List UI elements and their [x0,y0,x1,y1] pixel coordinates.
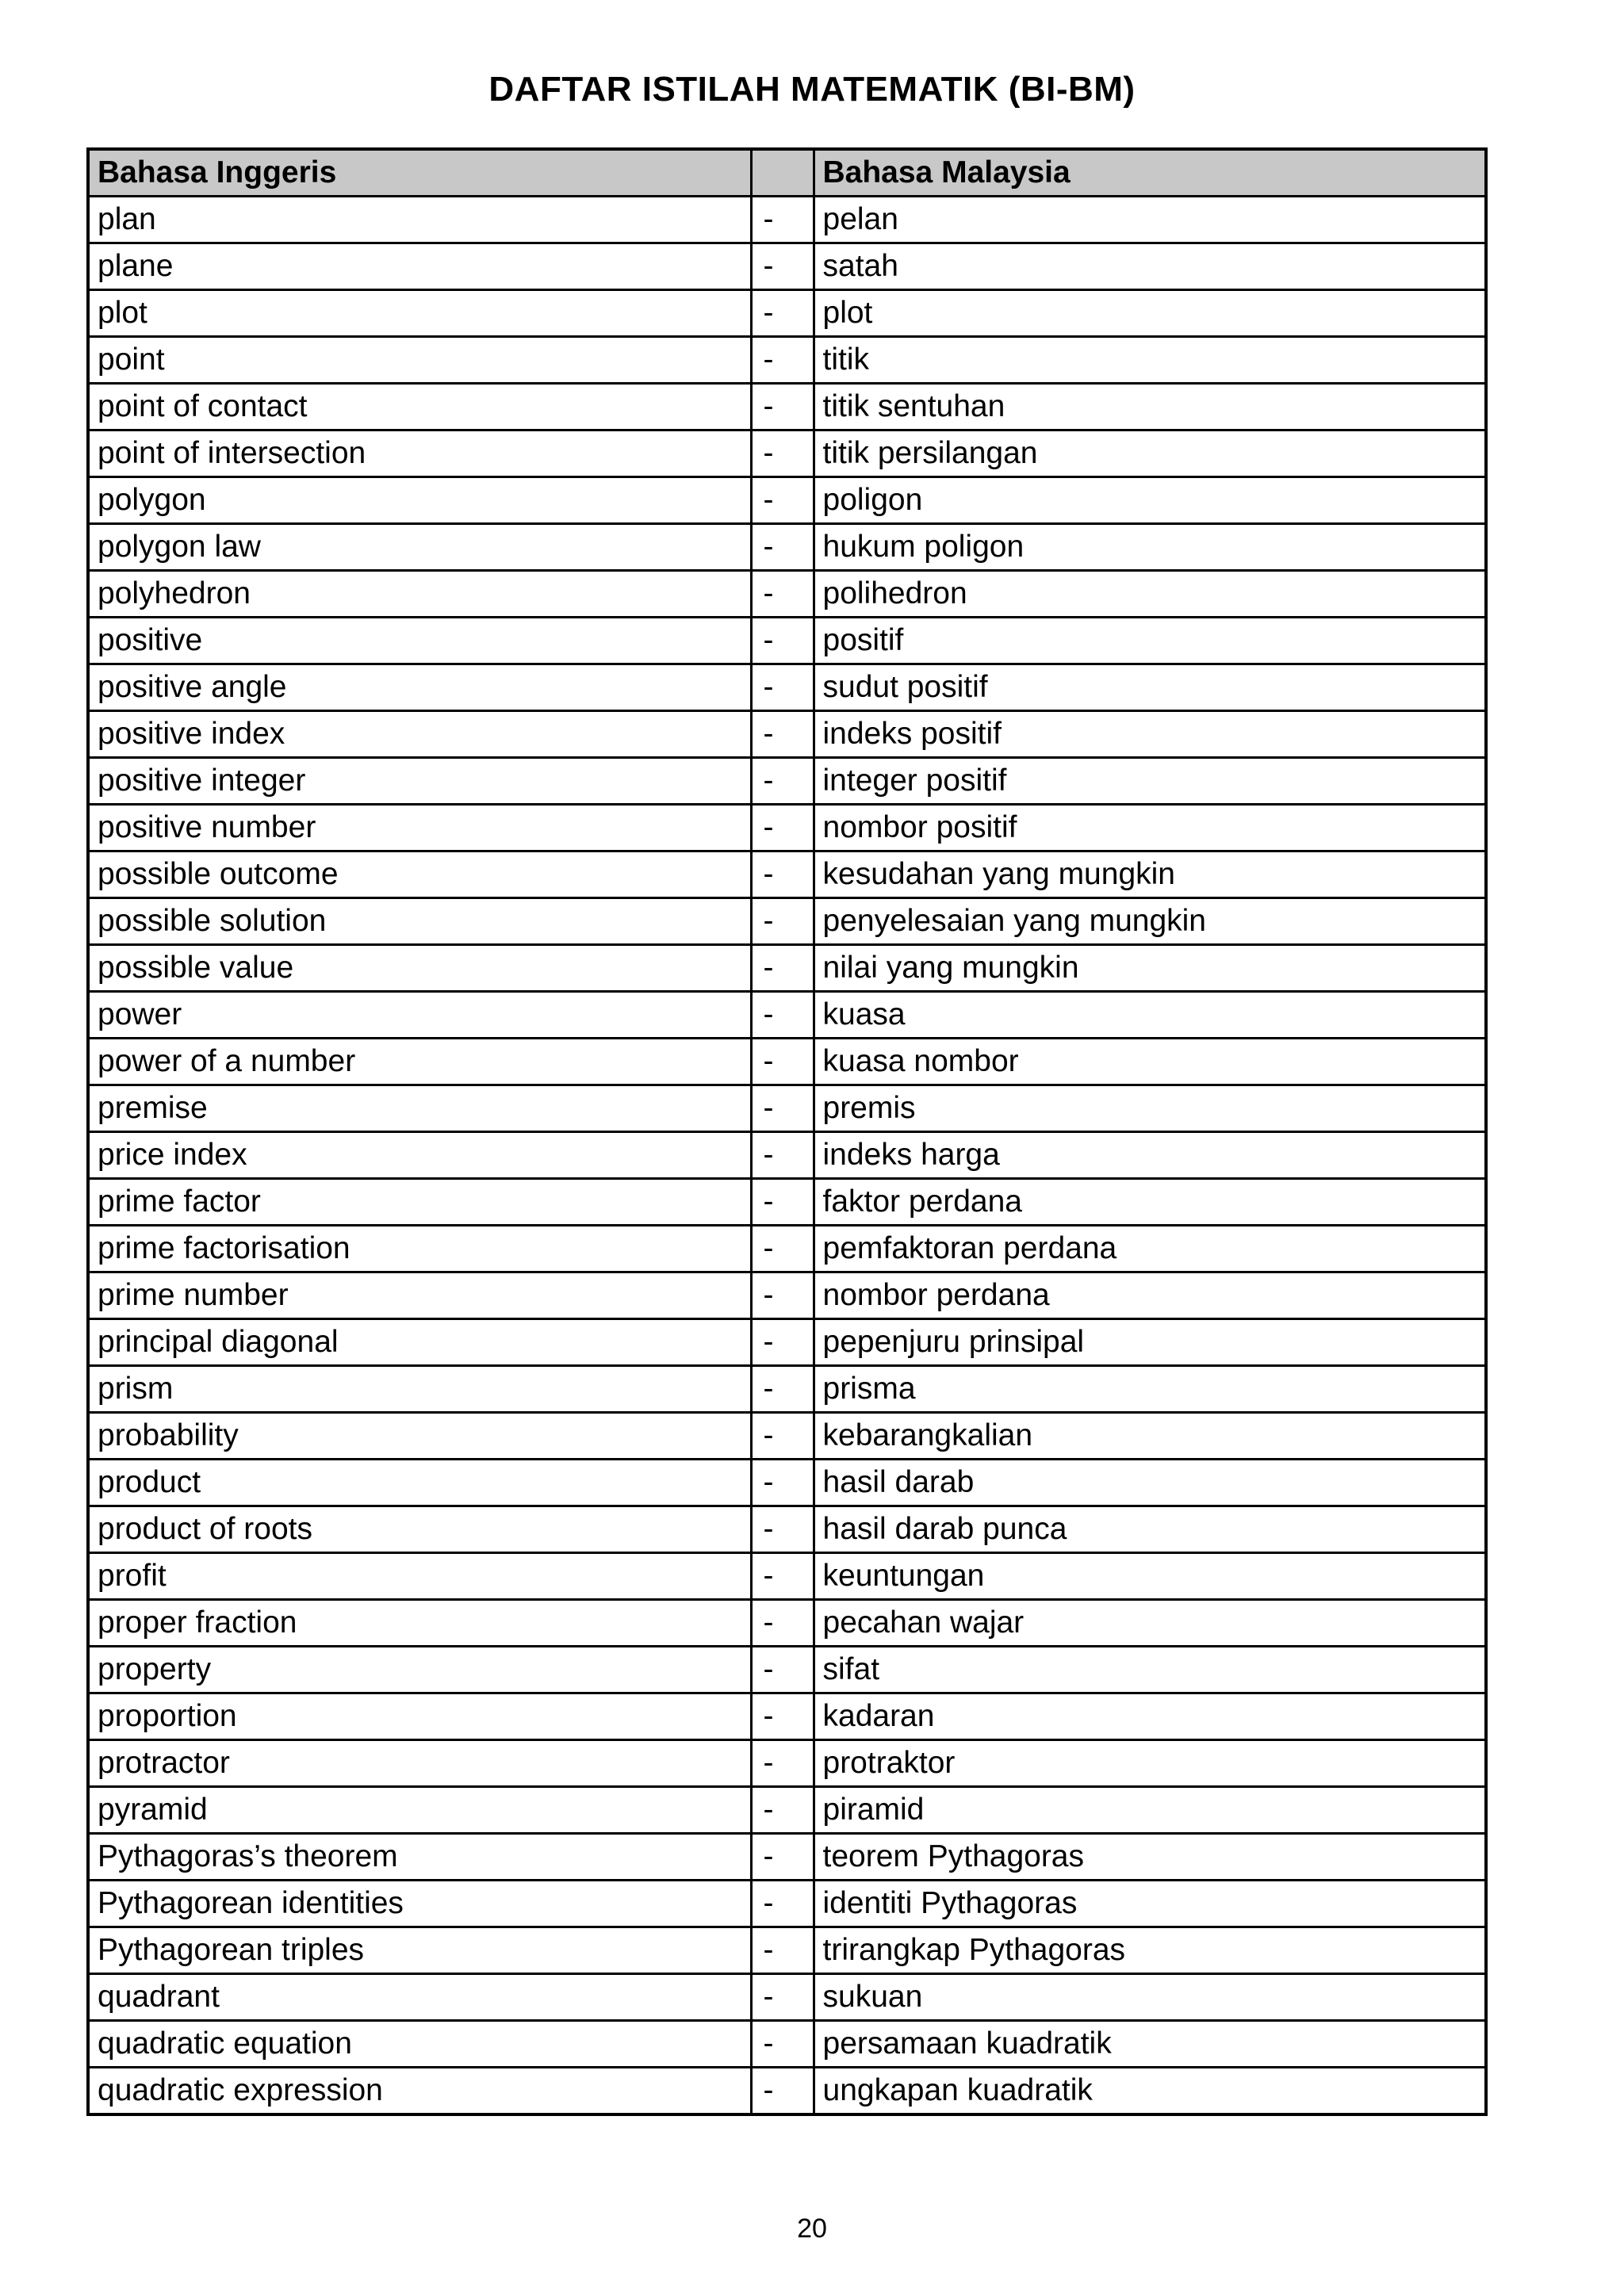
table-row [88,1881,1486,1927]
header-separator [751,149,814,197]
english-term: quadrant [88,1974,751,2021]
malay-term: nilai yang mungkin [814,945,1486,992]
table-row [88,1413,1486,1460]
english-term: price index [88,1132,751,1179]
english-term: Pythagorean identities [88,1881,751,1927]
separator-dash: - [751,945,814,992]
english-term: Pythagoras’s theorem [88,1834,751,1881]
separator-dash: - [751,384,814,430]
malay-term: indeks positif [814,711,1486,758]
malay-term: sukuan [814,1974,1486,2021]
english-term: polyhedron [88,571,751,618]
separator-dash: - [751,430,814,477]
english-term: product [88,1460,751,1506]
separator-dash: - [751,1553,814,1600]
table-row [88,1319,1486,1366]
english-term: product of roots [88,1506,751,1553]
malay-term: pecahan wajar [814,1600,1486,1647]
english-term: point of intersection [88,430,751,477]
malay-term: kadaran [814,1693,1486,1740]
table-row [88,1740,1486,1787]
malay-term: pelan [814,197,1486,243]
table-row [88,618,1486,664]
table-row [88,1366,1486,1413]
english-term: power of a number [88,1039,751,1085]
table-row [88,197,1486,243]
header-english: Bahasa Inggeris [88,149,751,197]
malay-term: kebarangkalian [814,1413,1486,1460]
separator-dash: - [751,805,814,851]
table-row [88,1132,1486,1179]
table-row [88,477,1486,524]
english-term: positive angle [88,664,751,711]
page-number: 20 [797,2214,827,2244]
table-row [88,1085,1486,1132]
english-term: prime factor [88,1179,751,1226]
malay-term: indeks harga [814,1132,1486,1179]
separator-dash: - [751,1974,814,2021]
english-term: point [88,337,751,384]
separator-dash: - [751,2021,814,2068]
table-row [88,337,1486,384]
separator-dash: - [751,1460,814,1506]
separator-dash: - [751,1787,814,1834]
english-term: proportion [88,1693,751,1740]
table-row [88,1553,1486,1600]
malay-term: hasil darab punca [814,1506,1486,1553]
separator-dash: - [751,1085,814,1132]
english-term: principal diagonal [88,1319,751,1366]
table-row [88,1506,1486,1553]
malay-term: penyelesaian yang mungkin [814,898,1486,945]
table-row [88,898,1486,945]
table-row [88,1039,1486,1085]
table-row [88,1179,1486,1226]
separator-dash: - [751,2068,814,2115]
malay-term: positif [814,618,1486,664]
table-row [88,1974,1486,2021]
english-term: point of contact [88,384,751,430]
malay-term: titik sentuhan [814,384,1486,430]
malay-term: nombor perdana [814,1272,1486,1319]
english-term: positive [88,618,751,664]
table-row [88,290,1486,337]
malay-term: trirangkap Pythagoras [814,1927,1486,1974]
english-term: protractor [88,1740,751,1787]
separator-dash: - [751,1506,814,1553]
table-row [88,243,1486,290]
malay-term: sifat [814,1647,1486,1693]
separator-dash: - [751,1881,814,1927]
malay-term: plot [814,290,1486,337]
glossary-body [88,197,1486,2115]
glossary-table [86,147,1488,2116]
table-row [88,1834,1486,1881]
table-row [88,1693,1486,1740]
separator-dash: - [751,1319,814,1366]
malay-term: kuasa nombor [814,1039,1486,1085]
english-term: prime factorisation [88,1226,751,1272]
english-term: positive number [88,805,751,851]
english-term: prime number [88,1272,751,1319]
malay-term: titik [814,337,1486,384]
table-row [88,664,1486,711]
english-term: probability [88,1413,751,1460]
english-term: profit [88,1553,751,1600]
separator-dash: - [751,477,814,524]
malay-term: kesudahan yang mungkin [814,851,1486,898]
malay-term: polihedron [814,571,1486,618]
english-term: power [88,992,751,1039]
page-title: DAFTAR ISTILAH MATEMATIK (BI-BM) [488,70,1136,109]
english-term: property [88,1647,751,1693]
table-row [88,2068,1486,2115]
english-term: possible value [88,945,751,992]
malay-term: identiti Pythagoras [814,1881,1486,1927]
table-row [88,711,1486,758]
table-header-row [88,149,1486,197]
english-term: polygon [88,477,751,524]
table-row [88,524,1486,571]
separator-dash: - [751,1693,814,1740]
english-term: Pythagorean triples [88,1927,751,1974]
separator-dash: - [751,664,814,711]
separator-dash: - [751,1039,814,1085]
malay-term: keuntungan [814,1553,1486,1600]
malay-term: pemfaktoran perdana [814,1226,1486,1272]
english-term: plot [88,290,751,337]
english-term: pyramid [88,1787,751,1834]
table-row [88,384,1486,430]
separator-dash: - [751,1366,814,1413]
separator-dash: - [751,1132,814,1179]
malay-term: nombor positif [814,805,1486,851]
separator-dash: - [751,1600,814,1647]
malay-term: premis [814,1085,1486,1132]
separator-dash: - [751,1927,814,1974]
header-malay: Bahasa Malaysia [814,149,1486,197]
separator-dash: - [751,618,814,664]
separator-dash: - [751,992,814,1039]
table-row [88,1600,1486,1647]
malay-term: ungkapan kuadratik [814,2068,1486,2115]
malay-term: protraktor [814,1740,1486,1787]
separator-dash: - [751,1272,814,1319]
english-term: premise [88,1085,751,1132]
table-row [88,430,1486,477]
malay-term: faktor perdana [814,1179,1486,1226]
table-row [88,2021,1486,2068]
malay-term: kuasa [814,992,1486,1039]
malay-term: sudut positif [814,664,1486,711]
malay-term: poligon [814,477,1486,524]
separator-dash: - [751,1413,814,1460]
english-term: quadratic expression [88,2068,751,2115]
table-row [88,1460,1486,1506]
table-row [88,571,1486,618]
separator-dash: - [751,758,814,805]
english-term: positive integer [88,758,751,805]
separator-dash: - [751,1179,814,1226]
english-term: plane [88,243,751,290]
table-row [88,1272,1486,1319]
malay-term: teorem Pythagoras [814,1834,1486,1881]
english-term: plan [88,197,751,243]
english-term: proper fraction [88,1600,751,1647]
malay-term: prisma [814,1366,1486,1413]
separator-dash: - [751,898,814,945]
malay-term: hasil darab [814,1460,1486,1506]
separator-dash: - [751,524,814,571]
separator-dash: - [751,571,814,618]
malay-term: titik persilangan [814,430,1486,477]
separator-dash: - [751,851,814,898]
table-row [88,992,1486,1039]
english-term: prism [88,1366,751,1413]
separator-dash: - [751,337,814,384]
table-row [88,758,1486,805]
table-row [88,1226,1486,1272]
table-row [88,945,1486,992]
table-row [88,1787,1486,1834]
separator-dash: - [751,197,814,243]
table-row [88,805,1486,851]
english-term: positive index [88,711,751,758]
separator-dash: - [751,290,814,337]
separator-dash: - [751,1740,814,1787]
malay-term: persamaan kuadratik [814,2021,1486,2068]
separator-dash: - [751,1226,814,1272]
table-row [88,851,1486,898]
separator-dash: - [751,1647,814,1693]
english-term: possible outcome [88,851,751,898]
separator-dash: - [751,243,814,290]
english-term: quadratic equation [88,2021,751,2068]
table-row [88,1647,1486,1693]
english-term: polygon law [88,524,751,571]
english-term: possible solution [88,898,751,945]
separator-dash: - [751,711,814,758]
table-row [88,1927,1486,1974]
malay-term: piramid [814,1787,1486,1834]
malay-term: integer positif [814,758,1486,805]
malay-term: pepenjuru prinsipal [814,1319,1486,1366]
malay-term: satah [814,243,1486,290]
separator-dash: - [751,1834,814,1881]
malay-term: hukum poligon [814,524,1486,571]
